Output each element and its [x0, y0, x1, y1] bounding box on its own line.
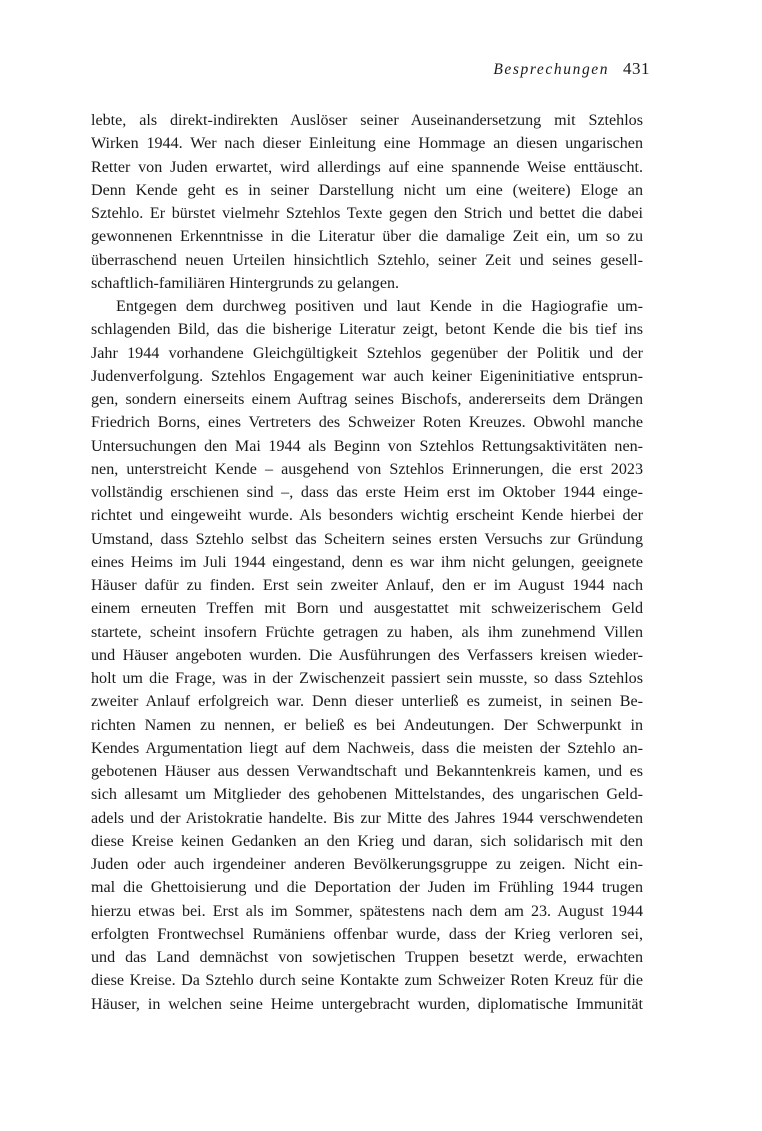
text-line: Wirken 1944. Wer nach dieser Einleitung eine Hommage an diesen ungarischen [91, 135, 643, 153]
paragraph-end-line: schaftlich-familiären Hintergrunds zu gelangen. [91, 274, 400, 292]
text-line: Sztehlo. Er bürstet vielmehr Sztehlos Texte gegen den Strich und bettet die dabei [91, 205, 643, 222]
text-line: schlagenden Bild, das die bisherige Literatur zeigt, betont Kende die bis tief ins [91, 321, 643, 339]
text-line: Häuser dafür zu finden. Erst sein zweiter Anlauf, den er im August 1944 nach [91, 577, 643, 594]
running-head-section-title: Besprechungen [493, 61, 610, 78]
page-number: 431 [623, 59, 650, 78]
text-line: nen, unterstreicht Kende – ausgehend von Sztehlos Erinnerungen, die erst 2023 [91, 460, 643, 478]
text-line: vollständig erschienen sind –, dass das erste Heim erst im Oktober 1944 einge- [91, 484, 643, 501]
text-line: richten Namen zu nennen, er beließ es bei Andeutungen. Der Schwerpunkt in [91, 716, 643, 734]
text-line: Friedrich Borns, eines Vertreters des Schweizer Roten Kreuzes. Obwohl manche [91, 414, 643, 432]
text-line: Umstand, dass Sztehlo selbst das Scheitern seines ersten Versuchs zur Gründung [91, 530, 643, 548]
text-line: adels und der Aristokratie handelte. Bis zur Mitte des Jahres 1944 verschwendeten [91, 809, 643, 827]
text-line: sich allesamt um Mitglieder des gehobenen Mittelstandes, des ungarischen Geld- [91, 786, 643, 804]
running-head [493, 58, 650, 81]
text-line: erfolgten Frontwechsel Rumäniens offenbar wurde, dass der Krieg verloren sei, [91, 925, 643, 943]
body-text [91, 109, 643, 1016]
text-line: diese Kreise keinen Gedanken an den Krieg und daran, sich solidarisch mit den [91, 832, 643, 850]
text-line: einem erneuten Treffen mit Born und ausgestattet mit schweizerischem Geld [91, 600, 643, 618]
text-line: zweiter Anlauf erfolgreich war. Denn dieser unterließ es zumeist, in seinen Be- [91, 693, 643, 711]
text-line: richtet und eingeweiht wurde. Als besonders wichtig erscheint Kende hierbei der [91, 507, 643, 525]
text-line: und das Land demnächst von sowjetischen Truppen besetzt werde, erwachten [91, 949, 643, 966]
paragraph-start-line: Entgegen dem durchweg positiven und laut Kende in die Hagiografie um- [116, 298, 643, 315]
text-line: diese Kreise. Da Sztehlo durch seine Kontakte zum Schweizer Roten Kreuz für die [91, 972, 643, 990]
text-line: gen, sondern einerseits einem Auftrag seines Bischofs, andererseits dem Drängen [91, 391, 643, 408]
text-line: eines Heims im Juli 1944 eingestand, denn es war ihm nicht gelungen, geeignete [91, 553, 643, 571]
text-line: Juden oder auch irgendeiner anderen Bevölkerungsgruppe zu zeigen. Nicht ein- [91, 856, 643, 873]
text-line: lebte, als direkt-indirekten Auslöser seiner Auseinandersetzung mit Sztehlos [91, 112, 643, 129]
text-line: holt um die Frage, was in der Zwischenzeit passiert sein musste, so dass Sztehlos [91, 670, 643, 687]
text-line: gebotenen Häuser aus dessen Verwandtschaft und Bekanntenkreis kamen, und es [91, 763, 643, 780]
text-line: Kendes Argumentation liegt auf dem Nachweis, dass die meisten der Sztehlo an- [91, 739, 643, 757]
text-line: Retter von Juden erwartet, wird allerdings auf eine spannende Weise enttäuscht. [91, 158, 643, 176]
text-line: startete, scheint insofern Früchte getragen zu haben, als ihm zunehmend Villen [91, 623, 643, 641]
text-line: Denn Kende geht es in seiner Darstellung nicht um eine (weitere) Eloge an [91, 181, 643, 199]
text-line: Judenverfolgung. Sztehlos Engagement war auch keiner Eigeninitiative entsprun- [91, 367, 643, 385]
text-line: überraschend neuen Urteilen hinsichtlich Sztehlo, seiner Zeit und seines gesell- [91, 251, 643, 269]
text-line: hierzu etwas bei. Erst als im Sommer, spätestens nach dem am 23. August 1944 [91, 902, 643, 920]
text-line: Jahr 1944 vorhandene Gleichgültigkeit Sztehlos gegenüber der Politik und der [91, 344, 643, 362]
text-line: Untersuchungen den Mai 1944 als Beginn von Sztehlos Rettungsaktivitäten nen- [91, 437, 643, 455]
text-line: gewonnenen Erkenntnisse in die Literatur über die damalige Zeit ein, um so zu [91, 228, 643, 246]
text-line: Häuser, in welchen seine Heime untergebracht wurden, diplomatische Immunität [91, 995, 643, 1013]
text-line: mal die Ghettoisierung und die Deportation der Juden im Frühling 1944 trugen [91, 879, 643, 897]
text-line: und Häuser angeboten wurden. Die Ausführungen des Verfassers kreisen wieder- [91, 646, 643, 664]
